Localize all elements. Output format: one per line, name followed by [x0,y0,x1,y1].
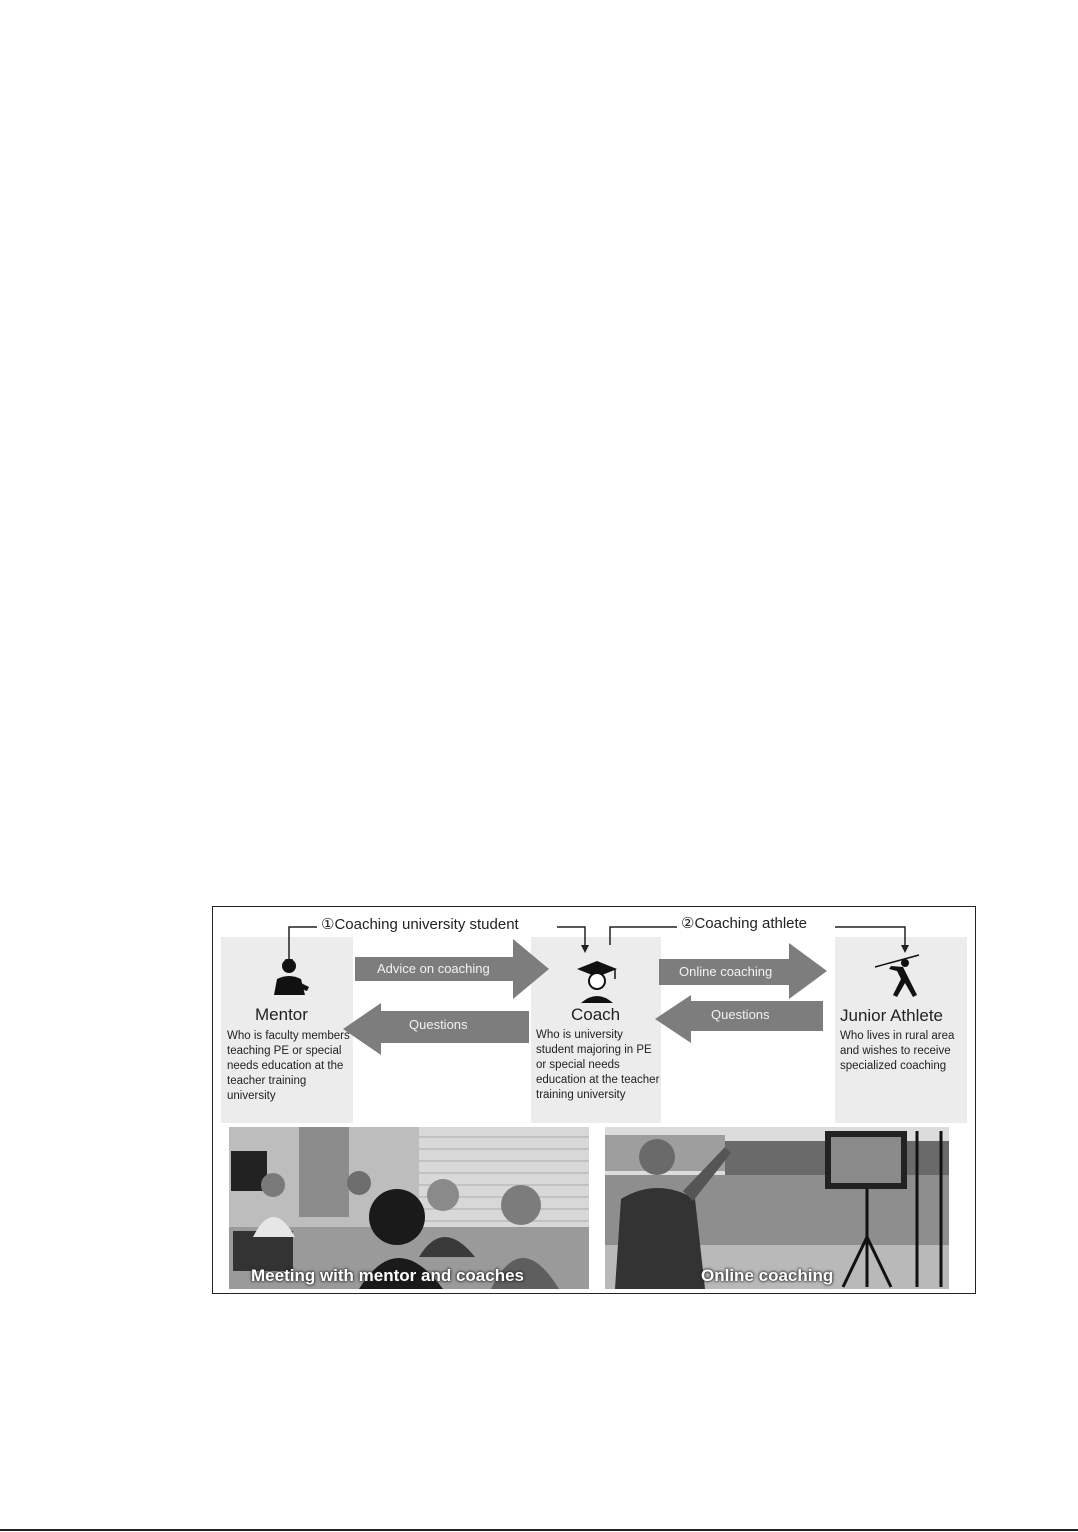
coach-description: Who is university student majoring in PE or special needs education at the teacher training university [536,1029,660,1101]
online-caption: Online coaching [701,1266,834,1285]
advice-label: Advice on coaching [377,961,490,976]
questions-left-label: Questions [409,1017,468,1032]
javelin-thrower-icon [873,953,923,1001]
figure-frame [212,906,976,1294]
page-bottom-rule [0,1529,1078,1531]
mentor-person-icon [269,957,313,997]
online-coaching-scene [605,1127,949,1289]
questions-right-label: Questions [711,1007,770,1022]
step1-label: ①Coaching university student [317,915,523,933]
coach-title: Coach [571,1005,621,1024]
graduate-cap-icon [575,959,619,1003]
meeting-caption: Meeting with mentor and coaches [251,1266,524,1285]
step2-label: ②Coaching athlete [677,914,811,932]
meeting-photo [229,1127,589,1289]
athlete-title: Junior Athlete [840,1006,944,1025]
mentor-title: Mentor [255,1005,308,1024]
online-coaching-photo [605,1127,949,1289]
meeting-scene [229,1127,589,1289]
athlete-description: Who lives in rural area and wishes to receive specialized coaching [840,1030,955,1072]
online-label: Online coaching [679,964,773,979]
mentor-description: Who is faculty members teaching PE or special needs education at the teacher training university [227,1030,350,1102]
